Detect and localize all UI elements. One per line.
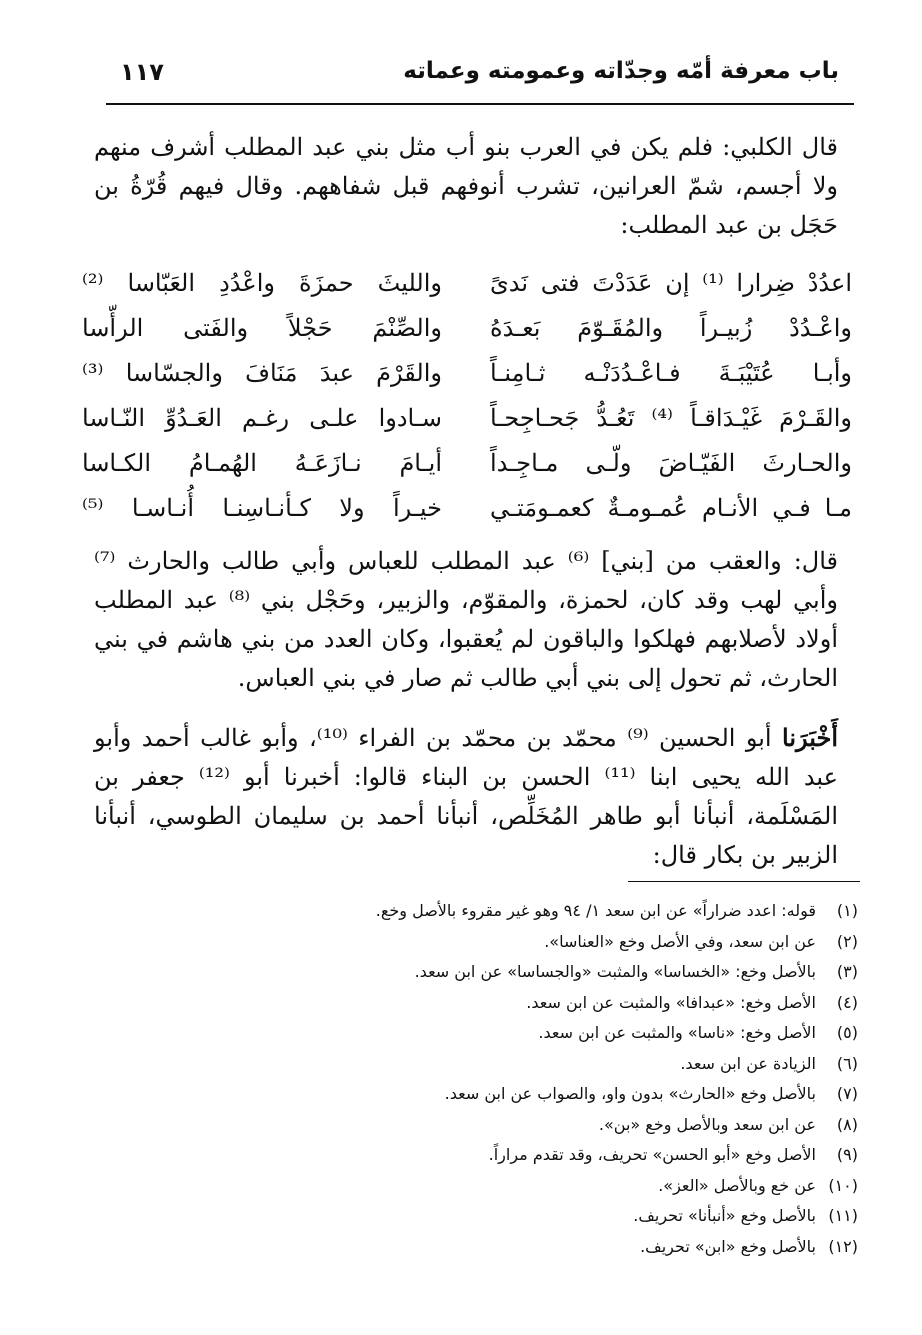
footnote-number: (٦) [836,1053,858,1073]
footnote-text: قوله: اعدد ضراراً» عن ابن سعد ١/ ٩٤ وهو غير مقروء بالأصل وخع. [375,901,816,920]
verse-second-hemistich: والقَرْمَ عبدَ مَنَافَ والجسّاسا ⁽³⁾ [82,358,442,387]
footnote [98,1079,858,1110]
paragraph-lineage-text: قال: والعقب من [بني] ⁽⁶⁾ عبد المطلب للعباس وأبي طالب والحارث ⁽⁷⁾ وأبي لهب وقد كان، لحمزة، والمقوّم، والزبير، وحَجْل بني ⁽⁸⁾ عبد المطلب أولاد لأصلابهم فهلكوا والباقون لم يُعقبوا، وكان العدد من بني هاشم في بني الحارث، ثم تحول إلى بني أبي طالب ثم صار في بني العباس. [94,547,839,692]
verse-second-hemistich: والصِّنْمَ حَجْلاً والفَتى الرأّسا [82,313,442,342]
header-rule [106,103,854,105]
footnote [98,957,858,988]
footnote [98,1140,858,1171]
verse-second-hemistich: خيـراً ولا كـأنـاسِنـا أُنـاسـا ⁽⁵⁾ [82,493,442,522]
footnote-text: بالأصل وخع «أنبأنا» تحريف. [633,1206,816,1225]
poem-verse [82,350,852,395]
paragraph-lineage [94,542,838,698]
footnotes [98,896,858,1262]
footnote-text: الأصل وخع «أبو الحسن» تحريف، وقد تقدم مراراً. [488,1145,816,1164]
footnote-text: بالأصل وخع «ابن» تحريف. [640,1236,816,1256]
paragraph-isnad-text: أبو الحسين ⁽⁹⁾ محمّد بن محمّد بن الفراء ⁽¹⁰⁾، وأبو غالب أحمد وأبو عبد الله يحيى ابنا ⁽¹¹⁾ الحسن بن البناء قالوا: أخبرنا أبو ⁽¹²⁾ جعفر بن المَسْلَمة، أنبأنا أبو طاهر المُخَلِّص، أنبأنا أحمد بن سليمان الطوسي، أنبأنا الزبير بن بكار قال: [94,724,838,869]
footnote [98,896,858,927]
verse-first-hemistich: واعْـدُدْ زُبيـراً والمُقَـوّمَ بَعـدَهُ [490,313,852,342]
footnote-number: (٣) [836,962,858,981]
footnote-text: عن ابن سعد، وفي الأصل وخع «العناسا». [544,931,816,951]
footnote-separator [628,881,860,882]
paragraph-intro [94,128,838,245]
footnote [98,1232,858,1263]
footnote [98,927,858,958]
footnote-text: الأصل وخع: «ناسا» والمثبت عن ابن سعد. [538,1023,816,1042]
isnad-lead-word: أَخْبَرَنا [782,723,839,752]
poem-verse [82,395,852,440]
poem-verse [82,440,852,485]
page-number: ١١٧ [120,58,164,86]
paragraph-isnad [94,718,838,875]
footnote-number: (١٠) [828,1175,858,1195]
footnote [98,1171,858,1202]
footnote-number: (٨) [836,1114,858,1134]
footnote-text: بالأصل وخع «الحارث» بدون واو، والصواب عن ابن سعد. [444,1084,816,1103]
verse-second-hemistich: سـادوا علـى رغـم العَـدُوِّ النّـاسا [82,403,442,432]
footnote-text: عن خع وبالأصل «العز». [658,1175,816,1195]
running-title: باب معرفة أمّه وجدّاته وعمومته وعماته [403,58,839,84]
paragraph-intro-text: قال الكلبي: فلم يكن في العرب بنو أب مثل بني عبد المطلب أشرف منهم ولا أجسم، شمّ العرانين، تشرب أنوفهم قبل شفاههم. وقال فيهم قُرّةُ بن حَجَل بن عبد المطلب: [94,133,838,239]
footnote-number: (١٢) [828,1236,858,1256]
poem-verse [82,305,852,350]
footnote-number: (٥) [836,1023,858,1042]
footnote [98,1201,858,1232]
footnote-text: الأصل وخع: «عبدافا» والمثبت عن ابن سعد. [526,992,816,1012]
footnote [98,988,858,1019]
footnote-number: (٢) [836,931,858,951]
footnote-number: (١) [836,901,858,920]
footnote [98,1018,858,1049]
footnote [98,1049,858,1080]
poem-verse [82,485,852,530]
footnote-number: (٤) [836,992,858,1012]
verse-second-hemistich: والليثَ حمزَةَ واعْدُدِ العَبّاسا ⁽²⁾ [82,268,442,297]
footnote-text: بالأصل وخع: «الخساسا» والمثبت «والجساسا» عن ابن سعد. [414,962,816,981]
footnote-number: (٩) [836,1145,858,1164]
footnote [98,1110,858,1141]
poem [82,260,852,530]
footnote-number: (٧) [836,1084,858,1103]
poem-verse [82,260,852,305]
verse-first-hemistich: اعدُدْ ضِرارا ⁽¹⁾ إن عَدَدْتَ فتى نَدىً [490,268,852,297]
verse-first-hemistich: والقَـرْمَ غَيْـدَاقـاً ⁽⁴⁾ تَعُـدُّ جَحـاجِحـاً [490,403,852,432]
verse-first-hemistich: وأبـا عُتَيْبَـةَ فـاعْـدُدَنْـه ثـامِنـاً [490,358,852,387]
verse-first-hemistich: مـا فـي الأنـام عُمـومـةٌ كعمـومَتـي [490,493,852,522]
footnote-number: (١١) [828,1206,858,1225]
footnote-text: الزيادة عن ابن سعد. [680,1053,816,1073]
footnote-text: عن ابن سعد وبالأصل وخع «بن». [598,1114,816,1134]
verse-first-hemistich: والحـارثَ الفَيّـاضَ ولّـى مـاجِـداً [490,448,852,477]
verse-second-hemistich: أيـامَ نـازَعَـهُ الهُمـامُ الكـاسا [82,448,442,477]
